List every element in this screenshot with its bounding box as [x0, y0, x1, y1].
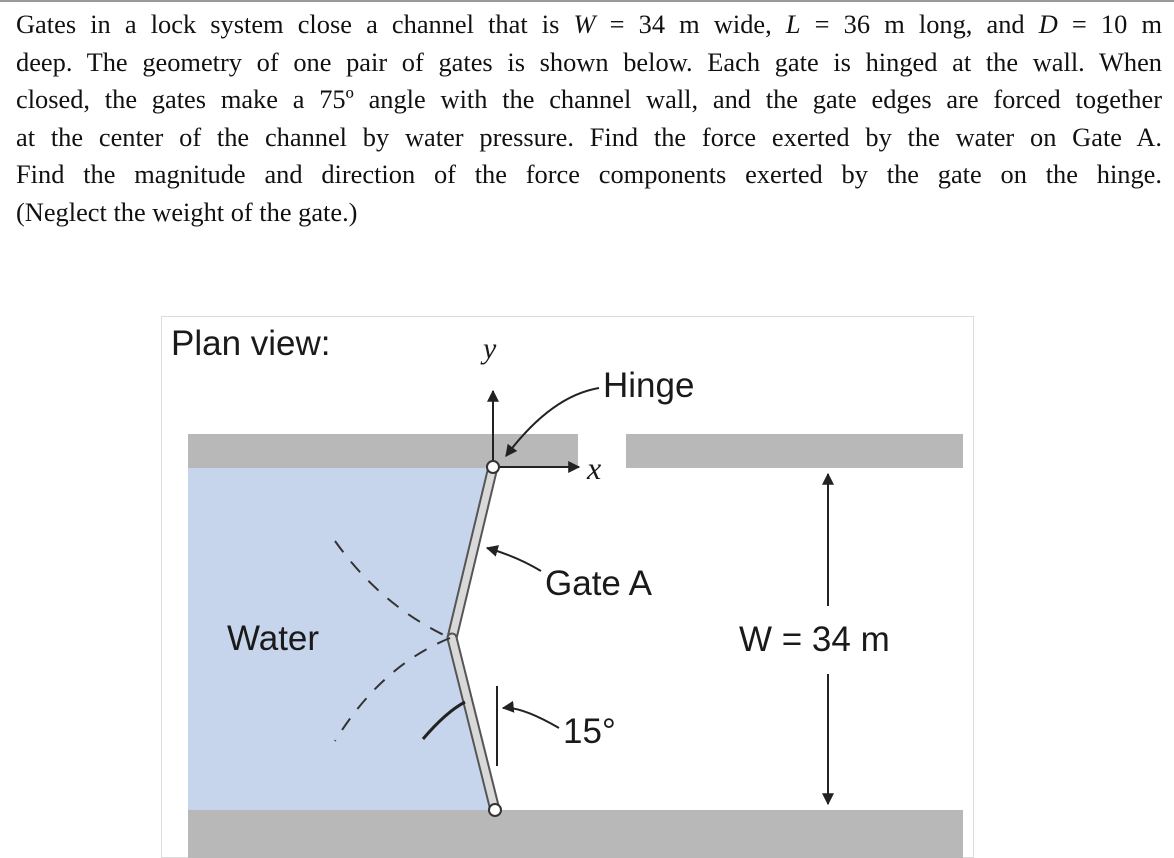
width-label: W = 34 m [739, 620, 890, 659]
symbol-W: W [573, 9, 596, 39]
angle-label: 15° [563, 712, 616, 751]
problem-line-1-part-c: = 36 m long, and [800, 9, 1039, 39]
problem-line-6: (Neglect the weight of the gate.) [16, 196, 358, 227]
problem-line-1-part-a: Gates in a lock system close a channel that is [16, 9, 574, 39]
hinge-top [487, 461, 499, 473]
bottom-wall [188, 810, 963, 858]
top-wall-right [626, 434, 963, 468]
problem-line-1-part-d: = 10 m [1057, 9, 1162, 39]
problem-line-4: at the center of the channel by water pressure. Find the force exerted by the water on Gate A. [16, 121, 1162, 152]
problem-line-1 [16, 6, 1162, 44]
top-divider [0, 0, 1174, 2]
hinge-bottom [489, 804, 501, 816]
problem-statement [16, 6, 1162, 231]
problem-line-1-part-b: = 34 m wide, [595, 9, 786, 39]
x-axis-label: x [587, 450, 602, 486]
plan-view-label: Plan view: [171, 324, 331, 363]
problem-line-2: deep. The geometry of one pair of gates is shown below. Each gate is hinged at the wall. When [16, 46, 1162, 77]
water-label: Water [227, 619, 320, 658]
gate-a-label: Gate A [545, 564, 653, 603]
problem-line-3: closed, the gates make a 75º angle with the channel wall, and the gate edges are forced together [16, 84, 1162, 114]
y-axis-label: y [483, 332, 497, 365]
problem-line-5: Find the magnitude and direction of the force components exerted by the gate on the hinge. [16, 159, 1162, 189]
hinge-label: Hinge [603, 366, 695, 405]
plan-view-figure [161, 316, 974, 858]
symbol-L: L [785, 9, 801, 39]
symbol-D: D [1038, 9, 1058, 39]
